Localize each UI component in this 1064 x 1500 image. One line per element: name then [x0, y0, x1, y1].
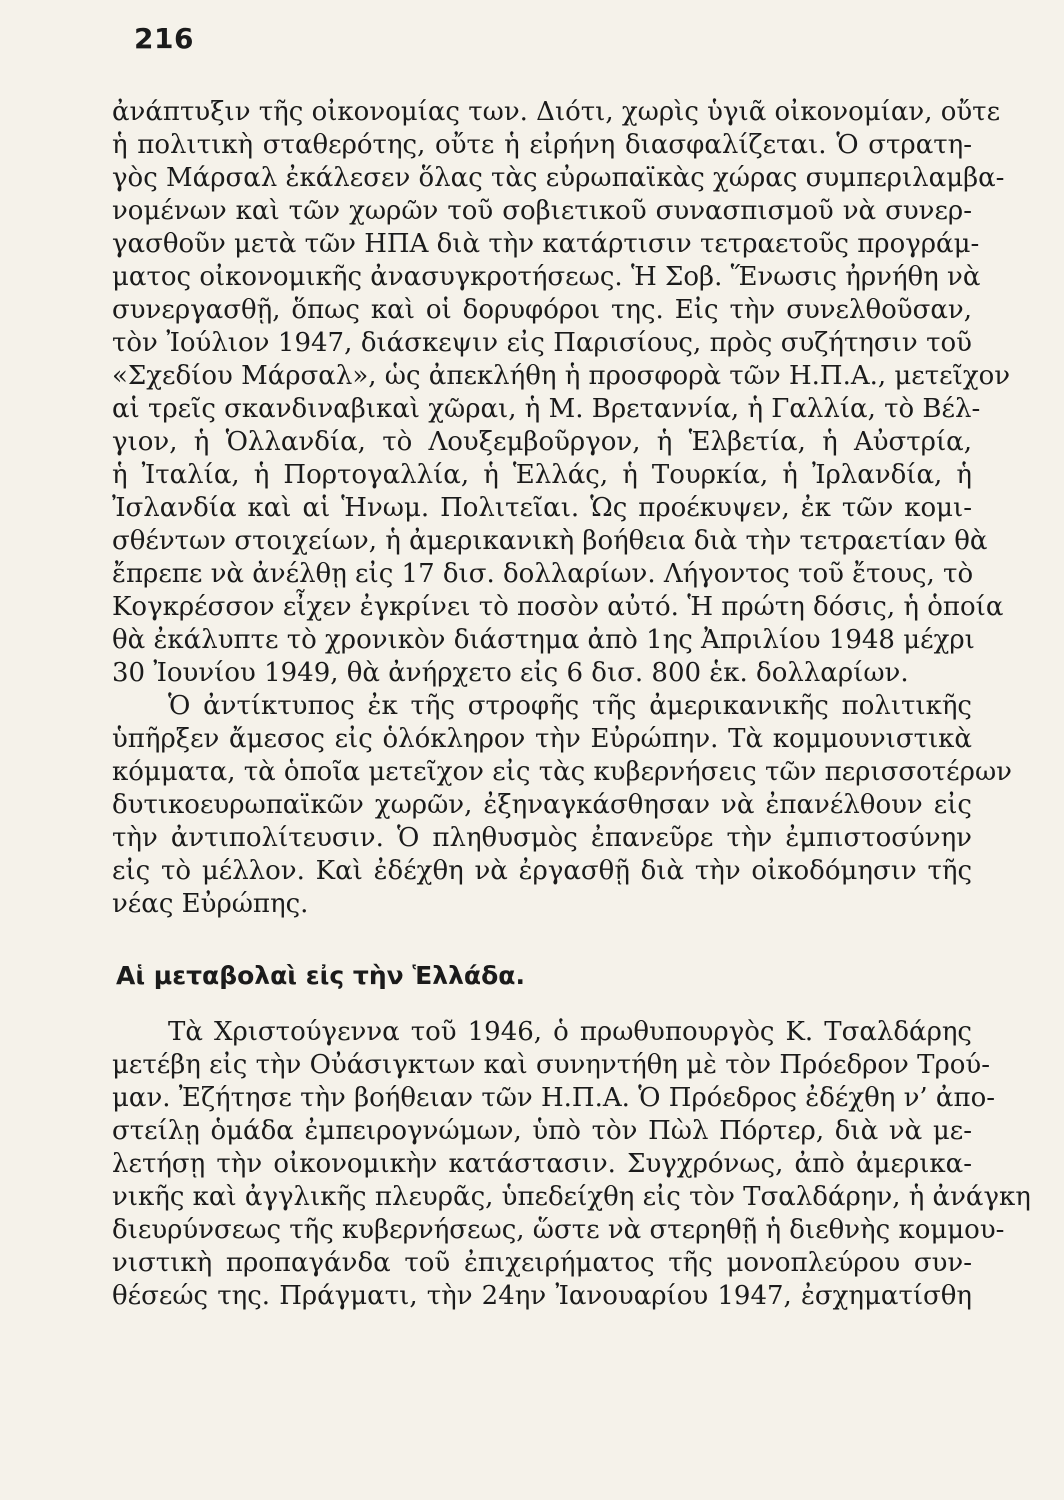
text-line: τὸν Ἰούλιον 1947, διάσκεψιν εἰς Παρισίους, πρὸς συζήτησιν τοῦ [112, 328, 972, 358]
text-line: νικῆς καὶ ἀγγλικῆς πλευρᾶς, ὑπεδείχθη εἰς τὸν Τσαλδάρην, ἡ ἀνάγκη [112, 1182, 1031, 1212]
section-heading: Αἱ μεταβολαὶ εἰς τὴν Ἑλλάδα. [116, 961, 525, 990]
text-line: 30 Ἰουνίου 1949, θὰ ἀνήρχετο εἰς 6 δισ. 800 ἑκ. δολλαρίων. [112, 658, 909, 688]
text-line: ἡ Ἰταλία, ἡ Πορτογαλλία, ἡ Ἑλλάς, ἡ Τουρκία, ἡ Ἰρλανδία, ἡ [112, 460, 972, 490]
text-line: μετέβη εἰς τὴν Οὐάσιγκτων καὶ συνηντήθη μὲ τὸν Πρόεδρον Τρού- [112, 1050, 990, 1080]
text-line: τὴν ἀντιπολίτευσιν. Ὁ πληθυσμὸς ἐπανεῦρε τὴν ἐμπιστοσύνην [112, 823, 972, 853]
text-line: θέσεώς της. Πράγματι, τὴν 24ην Ἰανουαρίου 1947, ἐσχηματίσθη [112, 1281, 972, 1311]
text-line: νιστικὴ προπαγάνδα τοῦ ἐπιχειρήματος τῆς μονοπλεύρου συν- [112, 1248, 972, 1278]
text-line: γασθοῦν μετὰ τῶν ΗΠΑ διὰ τὴν κατάρτισιν τετραετοῦς προγράμ- [112, 229, 980, 259]
text-line: εἰς τὸ μέλλον. Καὶ ἐδέχθη νὰ ἐργασθῇ διὰ τὴν οἰκοδόμησιν τῆς [112, 856, 972, 886]
paragraph-repercussions [112, 690, 1012, 921]
text-line: κόμματα, τὰ ὁποῖα μετεῖχον εἰς τὰς κυβερνήσεις τῶν περισσοτέρων [112, 757, 1012, 787]
text-line: ὑπῆρξεν ἄμεσος εἰς ὁλόκληρον τὴν Εὐρώπην. Τὰ κομμουνιστικὰ [112, 724, 972, 754]
text-line: ἡ πολιτικὴ σταθερότης, οὔτε ἡ εἰρήνη διασφαλίζεται. Ὁ στρατη- [112, 130, 972, 160]
text-line: συνεργασθῇ, ὅπως καὶ οἱ δορυφόροι της. Εἰς τὴν συνελθοῦσαν, [112, 295, 972, 325]
text-line: Ὁ ἀντίκτυπος ἐκ τῆς στροφῆς τῆς ἀμερικανικῆς πολιτικῆς [168, 691, 972, 721]
text-line: δυτικοευρωπαϊκῶν χωρῶν, ἐξηναγκάσθησαν νὰ ἐπανέλθουν εἰς [112, 790, 972, 820]
text-line: θὰ ἐκάλυπτε τὸ χρονικὸν διάστημα ἀπὸ 1ης Ἀπριλίου 1948 μέχρι [112, 625, 975, 655]
text-line: «Σχεδίου Μάρσαλ», ὡς ἀπεκλήθη ἡ προσφορὰ τῶν Η.Π.Α., μετεῖχον [112, 361, 1011, 391]
text-line: λετήσῃ τὴν οἰκονομικὴν κατάστασιν. Συγχρόνως, ἀπὸ ἀμερικα- [112, 1149, 972, 1179]
paragraph-greece [112, 1016, 1031, 1313]
text-line: μαν. Ἐζήτησε τὴν βοήθειαν τῶν Η.Π.Α. Ὁ Πρόεδρος ἐδέχθη ν’ ἀπο- [112, 1083, 996, 1113]
text-line: σθέντων στοιχείων, ἡ ἀμερικανικὴ βοήθεια διὰ τὴν τετραετίαν θὰ [112, 526, 988, 556]
paragraph-marshall-plan [112, 96, 1011, 690]
text-line: αἱ τρεῖς σκανδιναβικαὶ χῶραι, ἡ Μ. Βρεταννία, ἡ Γαλλία, τὸ Βέλ- [112, 394, 981, 424]
text-line: Τὰ Χριστούγεννα τοῦ 1946, ὁ πρωθυπουργὸς Κ. Τσαλδάρης [168, 1017, 972, 1047]
text-line: γιον, ἡ Ὁλλανδία, τὸ Λουξεμβοῦργον, ἡ Ἑλβετία, ἡ Αὐστρία, [112, 427, 972, 457]
text-line: Κογκρέσσον εἶχεν ἐγκρίνει τὸ ποσὸν αὐτό. Ἡ πρώτη δόσις, ἡ ὁποία [112, 592, 1004, 622]
text-line: ἔπρεπε νὰ ἀνέλθῃ εἰς 17 δισ. δολλαρίων. Λήγοντος τοῦ ἔτους, τὸ [112, 559, 974, 589]
text-line: ἀνάπτυξιν τῆς οἰκονομίας των. Διότι, χωρὶς ὑγιᾶ οἰκονομίαν, οὔτε [112, 97, 1001, 127]
text-line: ματος οἰκονομικῆς ἀνασυγκροτήσεως. Ἡ Σοβ. Ἕνωσις ἠρνήθη νὰ [112, 262, 981, 292]
text-line: νέας Εὐρώπης. [112, 889, 309, 919]
text-line: νομένων καὶ τῶν χωρῶν τοῦ σοβιετικοῦ συνασπισμοῦ νὰ συνερ- [112, 196, 972, 226]
text-line: Ἰσλανδία καὶ αἱ Ἡνωμ. Πολιτεῖαι. Ὡς προέκυψεν, ἐκ τῶν κομι- [112, 493, 972, 523]
text-line: στείλῃ ὁμάδα ἐμπειρογνώμων, ὑπὸ τὸν Πὼλ Πόρτερ, διὰ νὰ με- [112, 1116, 972, 1146]
body-text [112, 96, 1031, 1313]
text-line: διευρύνσεως τῆς κυβερνήσεως, ὥστε νὰ στερηθῇ ἡ διεθνὴς κομμου- [112, 1215, 1005, 1245]
page-number: 216 [134, 22, 194, 55]
text-line: γὸς Μάρσαλ ἐκάλεσεν ὅλας τὰς εὐρωπαϊκὰς χώρας συμπεριλαμβα- [112, 163, 1005, 193]
